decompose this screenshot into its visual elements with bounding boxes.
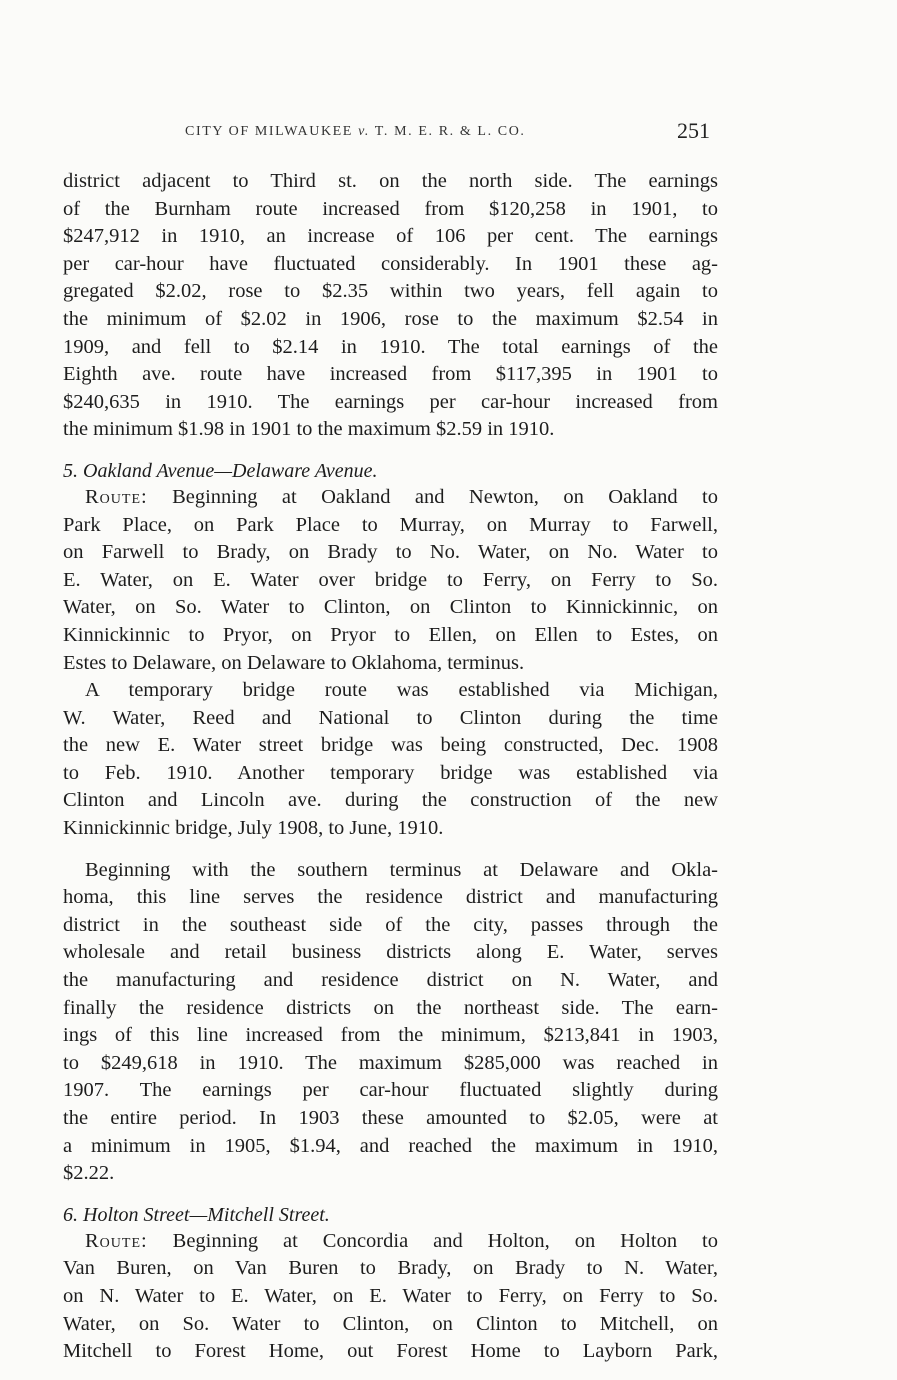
page-number: 251 (677, 118, 710, 143)
route-label: Route: (85, 1229, 148, 1252)
text-line: district in the southeast side of the city, passes through the (63, 913, 718, 936)
text-line: on Farwell to Brady, on Brady to No. Water, on No. Water to (63, 541, 718, 564)
text-line: Water, on So. Water to Clinton, on Clinton to Mitchell, on (63, 1312, 718, 1335)
text-line (63, 1228, 718, 1256)
text-line: homa, this line serves the residence district and manufacturing (63, 886, 718, 909)
text-line: Eighth ave. route have increased from $117,395 in 1901 to (63, 363, 718, 386)
text-line (63, 484, 718, 512)
text-line: Water, on So. Water to Clinton, on Clinton to Kinnickinnic, on (63, 596, 718, 619)
text-line: district adjacent to Third st. on the north side. The earnings (63, 170, 718, 192)
text-line: a minimum in 1905, $1.94, and reached the maximum in 1910, (63, 1134, 718, 1157)
text-line: Kinnickinnic bridge, July 1908, to June, 1910. (63, 817, 444, 840)
spacer (63, 843, 718, 857)
section-heading-oakland-delaware: 5. Oakland Avenue—Delaware Avenue. (63, 459, 378, 482)
text-line: the minimum $1.98 in 1901 to the maximum $2.59 in 1910. (63, 418, 555, 441)
text-line: to $249,618 in 1910. The maximum $285,000 was reached in (63, 1051, 718, 1074)
route-label: Route: (85, 485, 148, 508)
text-line: $240,635 in 1910. The earnings per car-hour increased from (63, 390, 718, 413)
running-head-text-2: T. M. E. R. & L. CO. (369, 124, 526, 139)
page-header (63, 118, 718, 148)
running-head-versus: v. (358, 124, 370, 139)
text-line: Beginning with the southern terminus at Delaware and Okla- (85, 858, 718, 881)
text-line: Mitchell to Forest Home, out Forest Home to Layborn Park, (63, 1340, 718, 1363)
text-line: E. Water, on E. Water over bridge to Ferry, on Ferry to So. (63, 568, 718, 591)
text-line: gregated $2.02, rose to $2.35 within two years, fell again to (63, 280, 718, 303)
text-line: 1909, and fell to $2.14 in 1910. The total earnings of the (63, 335, 718, 358)
text-line: $2.22. (63, 1162, 115, 1185)
text-line: $247,912 in 1910, an increase of 106 per cent. The earnings (63, 225, 718, 248)
text-line: Kinnickinnic to Pryor, on Pryor to Ellen, on Ellen to Estes, on (63, 623, 718, 646)
temporary-bridge-paragraph (63, 677, 718, 843)
text-line: on N. Water to E. Water, on E. Water to Ferry, on Ferry to So. (63, 1284, 718, 1307)
text-line: A temporary bridge route was established via Michigan, (85, 679, 718, 702)
route-holton-mitchell (63, 1228, 718, 1366)
text-line: to Feb. 1910. Another temporary bridge was established via (63, 761, 718, 784)
text-line: Park Place, on Park Place to Murray, on Murray to Farwell, (63, 513, 718, 536)
text-line: Estes to Delaware, on Delaware to Oklahoma, terminus. (63, 651, 525, 674)
spacer (63, 1188, 718, 1202)
text-line: the new E. Water street bridge was being constructed, Dec. 1908 (63, 734, 718, 757)
running-head-text: CITY OF MILWAUKEE (185, 124, 359, 139)
body-text (63, 168, 718, 1366)
text-line: Van Buren, on Van Buren to Brady, on Brady to N. Water, (63, 1257, 718, 1280)
text-line: 1907. The earnings per car-hour fluctuated slightly during (63, 1079, 718, 1102)
running-head (185, 124, 526, 140)
route-oakland-delaware (63, 484, 718, 677)
spacer (63, 444, 718, 458)
paragraph-burnham-eighth (63, 168, 718, 444)
text-line: of the Burnham route increased from $120,258 in 1901, to (63, 197, 718, 220)
route-text: Beginning at Concordia and Holton, on Holton to (147, 1229, 718, 1252)
text-line: the manufacturing and residence district on N. Water, and (63, 969, 718, 992)
text-line: wholesale and retail business districts along E. Water, serves (63, 941, 718, 964)
text-line: ings of this line increased from the minimum, $213,841 in 1903, (63, 1024, 718, 1047)
section-heading-holton-mitchell: 6. Holton Street—Mitchell Street. (63, 1203, 330, 1226)
text-line: Clinton and Lincoln ave. during the construction of the new (63, 789, 718, 812)
oakland-line-description (63, 857, 718, 1188)
text-line: W. Water, Reed and National to Clinton during the time (63, 706, 718, 729)
text-line: per car-hour have fluctuated considerably. In 1901 these ag- (63, 252, 718, 275)
text-line: finally the residence districts on the northeast side. The earn- (63, 996, 718, 1019)
text-line: the entire period. In 1903 these amounted to $2.05, were at (63, 1107, 718, 1129)
route-text: Beginning at Oakland and Newton, on Oakland to (147, 485, 718, 508)
text-line: the minimum of $2.02 in 1906, rose to the maximum $2.54 in (63, 307, 718, 330)
